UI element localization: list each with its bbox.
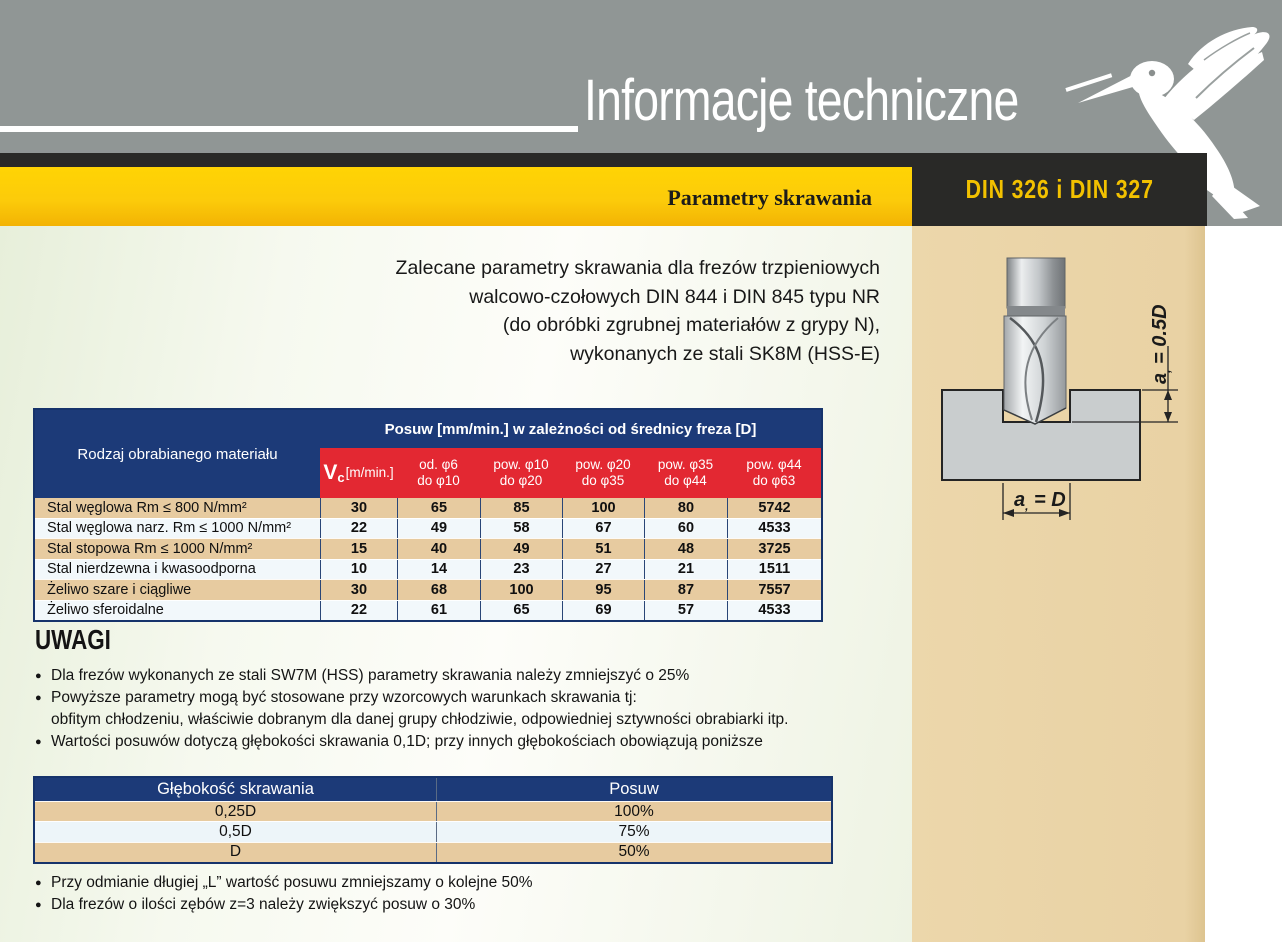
cutter-neck xyxy=(1007,306,1065,316)
diameter-header-cell: pow. φ20 do φ35 xyxy=(575,457,631,488)
din-box xyxy=(912,153,1207,226)
feed-span-header: Posuw [mm/min.] w zależności od średnicy freza [D] xyxy=(320,410,821,448)
diameter-header-cell: pow. φ44 do φ63 xyxy=(746,457,802,488)
note-line: ● Powyższe parametry mogą być stosowane przy wzorcowych warunkach skrawania tj: xyxy=(35,687,905,709)
depth-feed-table xyxy=(33,776,833,864)
table-row: 0,25D 100% xyxy=(35,801,831,821)
bullet-icon: ● xyxy=(35,670,42,682)
table-row: Stal węglowa narz. Rm ≤ 1000 N/mm² 22 49 58 67 60 4533 xyxy=(35,518,821,539)
table-row: 0,5D 75% xyxy=(35,821,831,841)
cutter-flutes xyxy=(1004,316,1066,424)
intro-paragraph xyxy=(280,254,880,368)
table-row: Stal węglowa Rm ≤ 800 N/mm² 30 65 85 100 80 5742 xyxy=(35,498,821,518)
table-row: Żeliwo szare i ciągliwe 30 68 100 95 87 7557 xyxy=(35,579,821,600)
vc-symbol: V xyxy=(323,461,338,484)
table-row: Stal stopowa Rm ≤ 1000 N/mm² 15 40 49 51 48 3725 xyxy=(35,538,821,559)
bullet-icon: ● xyxy=(35,899,42,911)
bullet-icon: ● xyxy=(35,736,42,748)
section-label: Parametry skrawania xyxy=(667,184,872,210)
cutter-shank xyxy=(1007,258,1065,308)
notes-list xyxy=(35,665,905,753)
note-line: ● Wartości posuwów dotyczą głębokości skrawania 0,1D; przy innych głębokościach obowiązują poniższe xyxy=(35,731,905,753)
cutting-parameters-table xyxy=(33,408,823,622)
page-title: Informacje techniczne xyxy=(584,68,1019,133)
depth-table-header: Głębokość skrawania Posuw xyxy=(35,778,831,801)
vc-header-cell xyxy=(320,448,397,498)
diameter-header-row xyxy=(320,448,821,498)
diameter-header-cell: od. φ6 do φ10 xyxy=(417,457,460,488)
intro-line: (do obróbki zgrubnej materiałów z grypy N), xyxy=(502,314,880,336)
vc-unit: [m/min.] xyxy=(345,465,394,480)
title-underline xyxy=(0,126,578,132)
width-dimension-label: $a_, = D$ xyxy=(1014,489,1066,513)
table-body xyxy=(35,498,821,620)
yellow-band xyxy=(0,167,912,228)
din-standard-label: DIN 326 i DIN 327 xyxy=(965,174,1154,204)
bullet-icon: ● xyxy=(35,692,42,704)
intro-line: walcowo-czołowych DIN 844 i DIN 845 typu NR xyxy=(469,285,880,308)
vc-subscript: c xyxy=(337,470,345,485)
notes-heading: UWAGI xyxy=(35,624,111,655)
table-row: Żeliwo sferoidalne 22 61 65 69 57 4533 xyxy=(35,600,821,621)
diameter-header-cell: pow. φ10 do φ20 xyxy=(493,457,549,488)
note-continuation-line: obfitym chłodzeniu, właściwie dobranym dla danej grupy chłodziwie, odpowiedniej sztywności obrabiarki itp. xyxy=(51,711,789,728)
note-line: ● Przy odmianie długiej „L” wartość posuwu zmniejszamy o kolejne 50% xyxy=(35,872,835,894)
table-row: Stal nierdzewna i kwasoodporna 10 14 23 27 21 1511 xyxy=(35,559,821,580)
material-column-header: Rodzaj obrabianego materiału xyxy=(35,410,320,498)
intro-line: Zalecane parametry skrawania dla frezów trzpieniowych xyxy=(395,257,880,279)
diameter-header-cell: pow. φ35 do φ44 xyxy=(657,457,714,488)
intro-line: wykonanych ze stali SK8M (HSS-E) xyxy=(570,342,880,365)
bottom-notes-list xyxy=(35,872,835,916)
table-row: D 50% xyxy=(35,842,831,862)
bullet-icon: ● xyxy=(35,877,42,889)
note-line: ● Dla frezów o ilości zębów z=3 należy zwiększyć posuw o 30% xyxy=(35,894,835,916)
note-line: ● Dla frezów wykonanych ze stali SW7M (HSS) parametry skrawania należy zmniejszyć o 25% xyxy=(35,665,905,687)
depth-dimension-label: $a_, = 0.5D$ xyxy=(1149,304,1173,384)
end-mill-diagram xyxy=(912,240,1205,540)
